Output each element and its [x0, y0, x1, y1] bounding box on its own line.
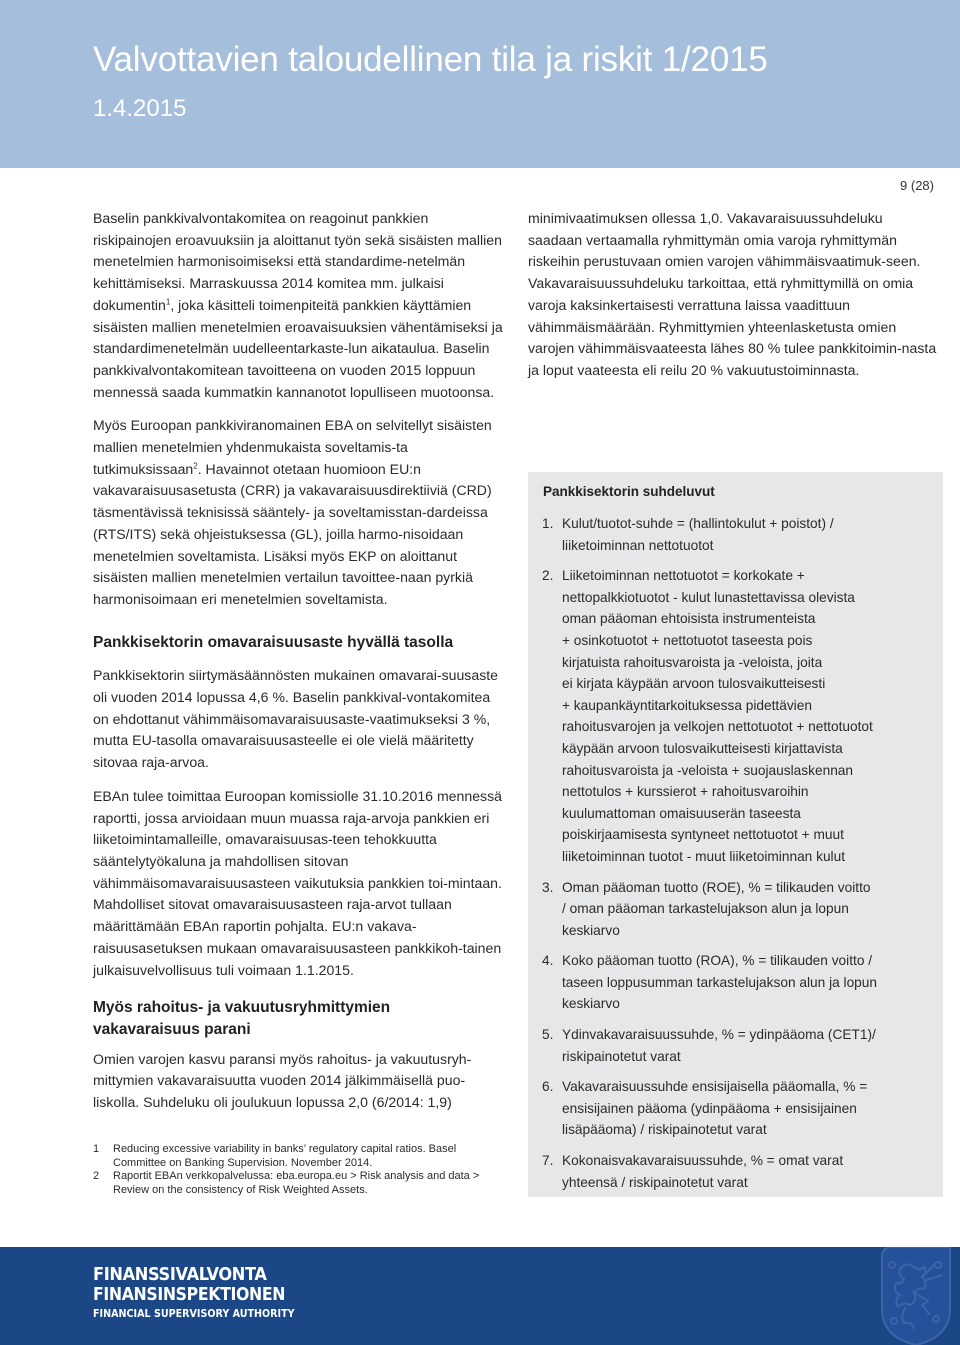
paragraph-text: , joka käsitteli toimenpiteitä pankkien käyttämien sisäisten mallien menetelmien eroavaisuuksien vähentämiseksi ja standardimenetelmän uudelleentarkaste-lun aikataulua. Baselin pankkivalvontakomitean tavoitteena on vuoden 2015 loppuun mennessä saada kummatkin kannanotot lopulliseen muotoonsa. [93, 296, 503, 400]
footnote-number: 2 [93, 1170, 100, 1182]
right-column [528, 208, 938, 382]
ratios-list [542, 513, 937, 1202]
item-text-line: rahoitusvaroista ja -veloista + suojauslaskennan [562, 762, 854, 778]
footnote-text: Raportit EBAn verkkopalvelussa: eba.europa.eu > Risk analysis and data > Review on the consistency of Risk Weighted Assets. [113, 1170, 480, 1196]
item-text [562, 565, 937, 867]
item-text-line: keskiarvo [562, 996, 620, 1012]
footnote-ref[interactable]: 2 [193, 461, 198, 471]
item-text-line: riskipainotetut varat [562, 1048, 681, 1064]
ratio-list-item [542, 1024, 937, 1067]
item-text-line: poiskirjaamisesta syntyneet nettotuotot + muut [562, 827, 844, 843]
item-text-line: taseen loppusumman tarkastelujakson alun ja lopun [562, 974, 878, 990]
item-text-line: ei kirjata käypään arvoon tulosvaikutteisesti [562, 676, 826, 692]
item-text-line: Ydinvakavaraisuussuhde, % = ydinpääoma (CET1)/ [562, 1027, 876, 1043]
paragraph-text: Baselin pankkivalvontakomitea on reagoinut pankkien riskipainojen eroavuuksiin ja aloittanut työn sekä sisäisten mallien menetelmien harmonisoimiseksi että standardime-netelmän kehittämiseksi. Marraskuussa 2014 komitea mm. julkaisi dokumentin [93, 210, 502, 313]
paragraph: Pankkisektorin siirtymäsäännösten mukainen omavarai-suusaste oli vuoden 2014 lopussa 4,6 %. Baselin pankkival-vontakomitea on ehdottanut vähimmäisomavaraisuusaste-vaatimukseksi 3 %, mutta EU-tasolla omavaraisuusasteelle ei ole vielä määritetty sitovaa raja-arvoa. [93, 667, 498, 771]
logo-line: FINANSSIVALVONTA [93, 1264, 267, 1285]
item-number: 6. [542, 1079, 554, 1095]
ratio-list-item [542, 565, 937, 867]
item-text-line: nettotulos + kurssierot + rahoitusvaroihin [562, 784, 809, 800]
document-date: 1.4.2015 [93, 95, 187, 122]
item-text [562, 950, 937, 1015]
item-text-line: käypään arvoon tulosvaikutteisesti kirjattavista [562, 740, 843, 756]
item-text-line: Liiketoiminnan nettotuotot = korkokate + [562, 568, 805, 584]
ratio-list-item [542, 877, 937, 942]
section-heading [93, 997, 503, 1040]
ratio-list-item [542, 1150, 937, 1193]
item-text-line: kuulumattoman omaisuuserän taseesta [562, 805, 801, 821]
item-text-line: Kulut/tuotot-suhde = (hallintokulut + poistot) / [562, 516, 834, 531]
paragraph: EBAn tulee toimittaa Euroopan komissiolle 31.10.2016 mennessä raportti, jossa arvioidaan muun muassa raja-arvoja pankkien eri liiketoimintamalleille, omavaraisuusas-teen tehokkuutta sääntelytyökaluna ja mahdollisen sitovan vähimmäisomavaraisuusasteen vaikutuksia pankkien toi-mintaan. Mahdolliset sitovat omavaraisuusasteen raja-arvot tullaan määrittämään EBAn raportin pohjalta. EU:n vakava-raisuusasetuksen mukaan omavaraisuusasteen pankkikoh-tainen julkaisuvelvollisuus tuli voimaan 1.1.2015. [93, 787, 502, 978]
item-number: 4. [542, 953, 554, 969]
item-text [562, 1076, 937, 1141]
item-text [562, 1024, 937, 1067]
page-number: 9 (28) [900, 178, 934, 193]
footnote-number: 1 [93, 1143, 100, 1155]
section-heading: Pankkisektorin omavaraisuusaste hyvällä tasolla [93, 633, 454, 651]
item-number: 1. [542, 516, 554, 531]
item-text-line: + kaupankäyntitarkoituksessa pidettävien [562, 697, 812, 713]
box-title: Pankkisektorin suhdeluvut [543, 484, 715, 499]
footnotes [93, 1143, 503, 1197]
item-text-line: Oman pääoman tuotto (ROE), % = tilikauden voitto [562, 879, 871, 895]
ratio-list-item [542, 1076, 937, 1141]
item-text-line: / oman pääoman tarkastelujakson alun ja lopun [562, 901, 849, 917]
paragraph-text: . Havainnot otetaan huomioon EU:n vakavaraisuusasetusta (CRR) ja vakavaraisuusdirektiiviä (CRD) täsmentävissä teknisissä sääntely- ja soveltamisstan-dardeissa (RTS/ITS) sekä ohjeistuksessa (GL), joilla harmo-nisoidaan menetelmien soveltamista. Lisäksi myös EKP on aloittanut sisäisten mallien menetelmien vertailun tavoittee-naan pyrkiä harmonisoimaan eri menetelmien soveltamista. [93, 460, 492, 607]
ratio-list-item [542, 950, 937, 1015]
item-text-line: kirjatuista rahoitusvaroista ja -veloista, joita [562, 654, 823, 670]
paragraph: Omien varojen kasvu paransi myös rahoitus- ja vakuutusryh-mittymien vakavaraisuutta vuoden 2014 jälkimmäisellä puo-liskolla. Suhdeluku oli joulukuun lopussa 2,0 (6/2014: 1,9) [93, 1050, 472, 1111]
item-number: 7. [542, 1153, 554, 1169]
item-text-line: Vakavaraisuussuhde ensisijaisella pääomalla, % = [562, 1079, 868, 1095]
item-number: 5. [542, 1027, 554, 1043]
logo-line: FINANCIAL SUPERVISORY AUTHORITY [93, 1307, 295, 1320]
item-text-line: nettopalkkiotuotot - kulut lunastettavissa olevista [562, 589, 855, 605]
item-text [562, 1150, 937, 1193]
paragraph [93, 415, 503, 610]
paragraph [93, 208, 503, 403]
document-title: Valvottavien taloudellinen tila ja riskit 1/2015 [93, 40, 768, 79]
item-text-line: lisäpääoma) / riskipainotetut varat [562, 1122, 767, 1138]
paragraph-text: Myös Euroopan pankkiviranomainen EBA on selvitellyt sisäisten mallien menetelmien yhdenmukaista soveltamis-ta tutkimuksissaan [93, 417, 492, 477]
ratios-box [528, 472, 943, 1197]
item-text-line: keskiarvo [562, 922, 620, 938]
footnote-ref[interactable]: 1 [165, 297, 171, 307]
logo[interactable] [93, 1264, 325, 1322]
item-text-line: liiketoiminnan nettotuotot [562, 537, 714, 553]
heading-line: vakavaraisuus parani [93, 1020, 251, 1038]
footnote-text: Reducing excessive variability in banks’ regulatory capital ratios. Basel Committee on Banking Supervision. November 2014. [113, 1143, 457, 1169]
item-text-line: rahoitusvarojen ja velkojen nettotuotot + nettotuotot [562, 719, 873, 735]
item-number: 2. [542, 568, 554, 584]
finnish-coat-of-arms-lion-icon [862, 1247, 960, 1345]
item-text [562, 513, 937, 556]
item-text-line: yhteensä / riskipainotetut varat [562, 1174, 748, 1190]
item-text-line: Kokonaisvakavaraisuussuhde, % = omat varat [562, 1153, 844, 1169]
footnote [93, 1143, 503, 1170]
footnote [93, 1170, 503, 1197]
heading-line: Myös rahoitus- ja vakuutusryhmittymien [93, 999, 391, 1017]
paragraph: minimivaatimuksen ollessa 1,0. Vakavaraisuussuhdeluku saadaan vertaamalla ryhmittymän omia varoja ryhmittymän riskeihin perustuvaan omien varojen vähimmäisvaatimuk-seen. Vakavaraisuussuhdeluku tarkoittaa, että ryhmittymillä on omia varoja kaksinkertaisesti verrattuna laissa vaadittuun vähimmäismäärään. Ryhmittymien yhteenlasketusta omien varojen vähimmäisvaateesta lähes 80 % tulee pankkitoimin-nasta ja loput vaateesta eli reilu 20 % vakuutustoiminnasta. [528, 210, 937, 378]
item-number: 3. [542, 879, 554, 895]
left-column [93, 208, 503, 1114]
item-text-line: liiketoiminnan tuotot - muut liiketoiminnan kulut [562, 848, 846, 864]
logo-line: FINANSINSPEKTIONEN [93, 1285, 286, 1305]
header-band [0, 0, 960, 168]
item-text-line: oman pääoman ehtoisista instrumenteista [562, 611, 816, 627]
item-text [562, 877, 937, 942]
item-text-line: + osinkotuotot + nettotuotot taseesta pois [562, 632, 813, 648]
ratio-list-item [542, 513, 937, 556]
item-text-line: Koko pääoman tuotto (ROA), % = tilikauden voitto / [562, 953, 873, 969]
footer-band [0, 1247, 960, 1345]
item-text-line: ensisijainen pääoma (ydinpääoma + ensisijainen [562, 1100, 857, 1116]
